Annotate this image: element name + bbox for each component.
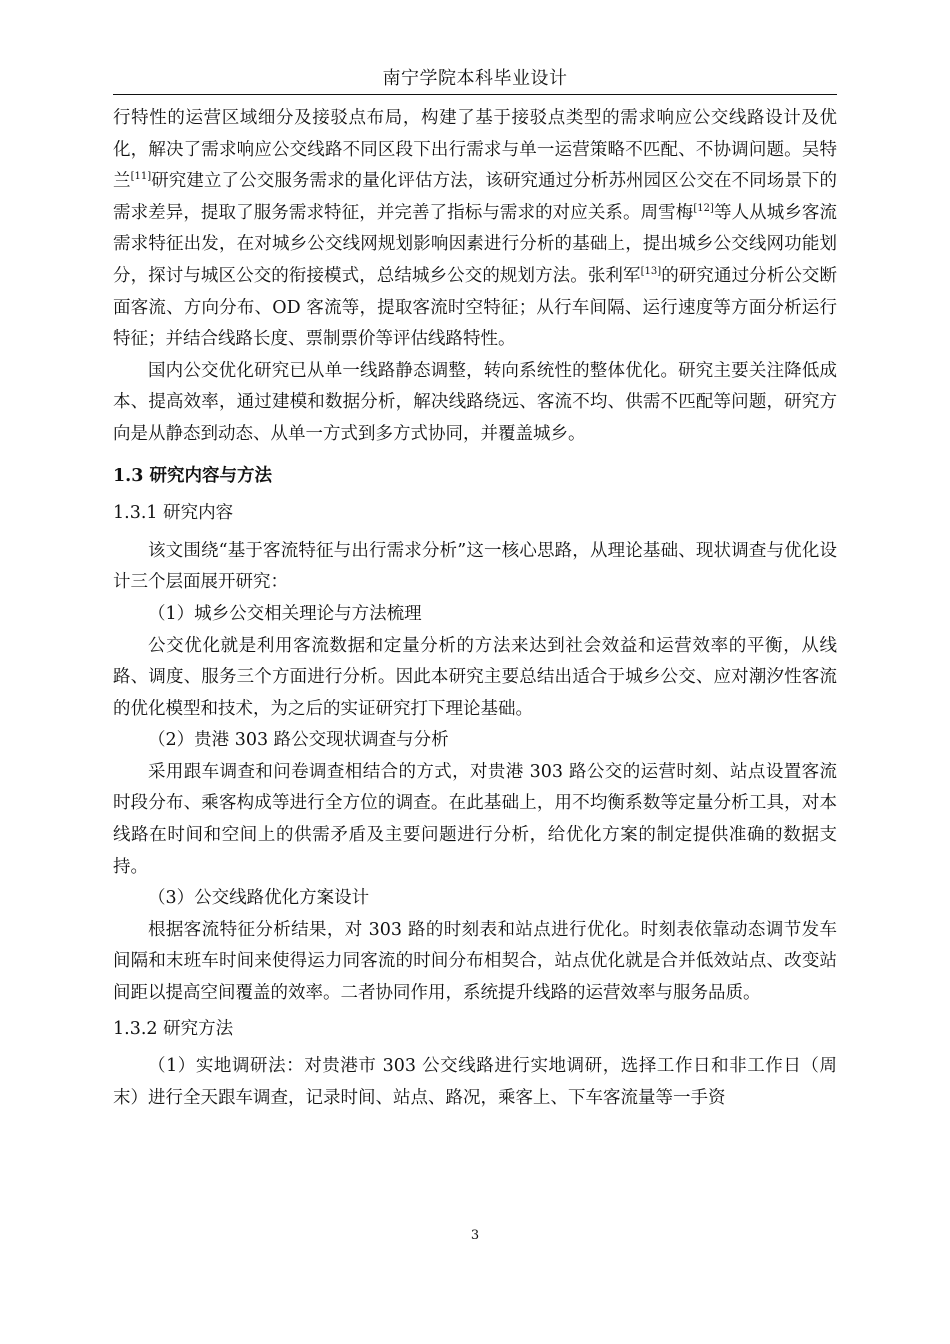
citation-13: [13] <box>640 265 662 277</box>
paragraph-domestic-summary: 国内公交优化研究已从单一线路静态调整，转向系统性的整体优化。研究主要关注降低成本、提高效率，通过建模和数据分析，解决线路绕远、客流不均、供需不匹配等问题，研究方向是从静态到动态、从单一方式到多方式协同，并覆盖城乡。 <box>113 360 837 444</box>
paragraph-method-1: （1）实地调研法：对贵港市 303 公交线路进行实地调研，选择工作日和非工作日（周末）进行全天跟车调查，记录时间、站点、路况，乘客上、下车客流量等一手资 <box>113 1056 837 1108</box>
text-span: 的研究通过分析公交断面客流、方向分布、OD 客流等，提取客流时空特征；从行车间隔、运行速度等方面分析运行特征；并结合线路长度、票制票价等评估线路特性。 <box>113 265 838 350</box>
body-text <box>113 103 837 1114</box>
item-2-title: （2）贵港 303 路公交现状调查与分析 <box>148 730 449 751</box>
item-3-title: （3）公交线路优化方案设计 <box>148 888 370 909</box>
header-rule <box>113 94 837 95</box>
subsection-heading-1-3-1: 1.3.1 研究内容 <box>113 503 234 524</box>
item-1-title: （1）城乡公交相关理论与方法梳理 <box>148 603 422 624</box>
citation-11: [11] <box>130 171 152 183</box>
citation-12: [12] <box>693 202 714 214</box>
item-1-text: 公交优化就是利用客流数据和定量分析的方法来达到社会效益和运营效率的平衡，从线路、调度、服务三个方面进行分析。因此本研究主要总结出适合于城乡公交、应对潮汐性客流的优化模型和技术，为之后的实证研究打下理论基础。 <box>113 635 837 719</box>
paragraph-research-outline: 该文围绕“基于客流特征与出行需求分析”这一核心思路，从理论基础、现状调查与优化设计三个层面展开研究： <box>113 540 837 593</box>
section-heading-1-3: 1.3 研究内容与方法 <box>113 465 273 486</box>
item-3-text: 根据客流特征分析结果，对 303 路的时刻表和站点进行优化。时刻表依靠动态调节发车间隔和末班车时间来使得运力同客流的时间分布相契合，站点优化就是合并低效站点、改变站间距以提高空间覆盖的效率。二者协同作用，系统提升线路的运营效率与服务品质。 <box>113 919 837 1004</box>
page-number: 3 <box>470 1228 480 1243</box>
running-header: 南宁学院本科毕业设计 <box>382 68 568 89</box>
text-span: 等人从城乡客流需求特征出发，在对城乡公交线网规划影响因素进行分析的基础上，提出城乡公交线网功能划分，探讨与城区公交的衔接模式，总结城乡公交的规划方法。张利军 <box>113 202 837 286</box>
paragraph-literature-continued <box>113 103 837 356</box>
item-2-text: 采用跟车调查和问卷调查相结合的方式，对贵港 303 路公交的运营时刻、站点设置客流时段分布、乘客构成等进行全方位的调查。在此基础上，用不均衡系数等定量分析工具，对本线路在时间和空间上的供需矛盾及主要问题进行分析，给优化方案的制定提供准确的数据支持。 <box>113 761 837 877</box>
subsection-heading-1-3-2: 1.3.2 研究方法 <box>113 1018 234 1039</box>
text-span: 研究建立了公交服务需求的量化评估方法，该研究通过分析苏州园区公交在不同场景下的需求差异，提取了服务需求特征，并完善了指标与需求的对应关系。周雪梅 <box>113 171 838 223</box>
text-span: 行特性的运营区域细分及接驳点布局，构建了基于接驳点类型的需求响应公交线路设计及优化，解决了需求响应公交线路不同区段下出行需求与单一运营策略不匹配、不协调问题。吴特兰 <box>113 108 837 192</box>
